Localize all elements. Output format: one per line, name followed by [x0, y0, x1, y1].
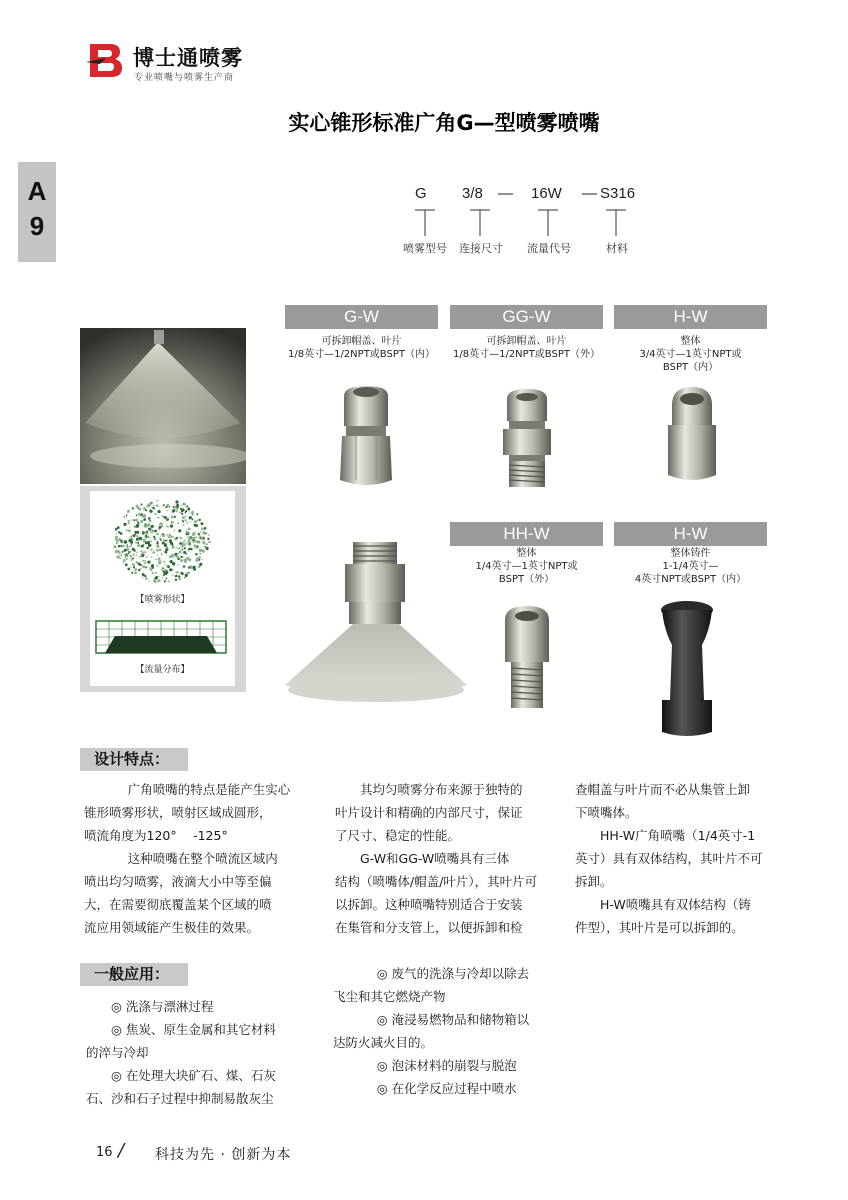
product-header-gg-w: GG-W — [450, 305, 603, 329]
code-part-material: S316 — [600, 185, 636, 202]
code-separator: — — [498, 185, 513, 202]
section-tab — [18, 162, 56, 262]
code-label-type: 喷雾型号 — [403, 242, 447, 255]
product-header-hh-w: HH-W — [450, 522, 603, 546]
applications-column-2: ◎ 废气的洗涤与冷却以除去 飞尘和其它燃烧产物 ◎ 淹浸易燃物品和储物箱以 达防火减火目的。 ◎ 泡沫材料的崩裂与脱泡 ◎ 在化学反应过程中喷水 — [333, 966, 530, 1096]
brand-name: 博士通喷雾 — [133, 46, 243, 70]
nozzle-cone-spray-image — [283, 540, 469, 705]
footer-divider: / — [118, 1140, 125, 1161]
product-desc-g-w: 可拆卸帽盖、叶片 1/8英寸—1/2NPT或BSPT（内） — [288, 336, 435, 360]
spray-pattern-icon — [110, 495, 215, 587]
design-features-column-3: 查帽盖与叶片而不必从集管上卸 下喷嘴体。 HH-W广角喷嘴（1/4英寸-1 英寸）具有双体结构，其叶片不可 拆卸。 H-W喷嘴具有双体结构（铸 件型），其叶片是可以拆卸的。 — [575, 782, 763, 935]
product-desc-gg-w: 可拆卸帽盖、叶片 1/8英寸—1/2NPT或BSPT（外） — [453, 336, 600, 360]
code-label-material: 材料 — [606, 242, 628, 255]
code-label-size: 连接尺寸 — [459, 242, 503, 255]
code-label-flow: 流量代号 — [527, 242, 571, 255]
brand-logo-icon — [86, 40, 126, 80]
code-connector-lines — [400, 208, 660, 240]
footer-motto: 科技为先 · 创新为本 — [155, 1147, 292, 1163]
code-part-size: 3/8 — [462, 185, 483, 202]
flow-distribution-label: 【流量分布】 — [135, 665, 190, 675]
design-features-heading: 设计特点： — [80, 748, 188, 771]
product-desc-hh-w: 整体 1/4英寸—1英寸NPT或 BSPT（外） — [475, 548, 578, 585]
page-number: 16 — [96, 1145, 113, 1160]
applications-heading: 一般应用： — [80, 963, 188, 986]
applications-column-1: ◎ 洗涤与漂淋过程 ◎ 焦炭、原生金属和其它材料 的淬与冷却 ◎ 在处理大块矿石、煤、石灰 石、沙和石子过程中抑制易散灰尘 — [86, 999, 276, 1106]
product-desc-h-w: 整体 3/4英寸—1英寸NPT或 BSPT（内） — [639, 336, 742, 373]
product-header-h-w: H-W — [614, 305, 767, 329]
product-header-g-w: G-W — [285, 305, 438, 329]
code-part-type: G — [415, 185, 427, 202]
spray-pattern-label: 【喷雾形状】 — [135, 595, 190, 605]
design-features-column-2: 其均匀喷雾分布来源于独特的 叶片设计和精确的内部尺寸，保证 了尺寸、稳定的性能。 G-W和GG-W喷嘴具有三体 结构（喷嘴体/帽盖/叶片），其叶片可 以拆卸。这种喷嘴特别适合于安装 在集管和分支管上，以便拆卸和检 — [335, 782, 538, 935]
section-tab-letter: A — [27, 176, 47, 206]
product-header-h-w-cast: H-W — [614, 522, 767, 546]
nozzle-hh-w-image — [497, 602, 557, 714]
spray-photo — [80, 328, 246, 484]
product-desc-h-w-cast: 整体铸件 1-1/4英寸— 4英寸NPT或BSPT（内） — [634, 548, 747, 585]
page-title: 实心锥形标准广角G—型喷雾喷嘴 — [288, 111, 600, 135]
nozzle-g-w-image — [330, 380, 402, 500]
design-features-column-1: 广角喷嘴的特点是能产生实心 锥形喷雾形状，喷射区域成圆形， 喷流角度为120° -125° 这种喷嘴在整个喷流区域内 喷出均匀喷雾，液滴大小中等至偏 大，在需要彻底覆盖某个区域的喷 流应用领域能产生极佳的效果。 — [84, 782, 291, 935]
code-separator: — — [582, 185, 597, 202]
nozzle-h-w-image — [662, 385, 722, 485]
flow-distribution-icon — [95, 620, 227, 654]
code-part-flow: 16W — [531, 185, 562, 202]
nozzle-gg-w-image — [497, 385, 557, 495]
nozzle-h-w-cast-image — [652, 600, 722, 740]
brand-tagline: 专业喷嘴与喷雾生产商 — [134, 73, 235, 83]
section-tab-number: 9 — [29, 211, 45, 241]
